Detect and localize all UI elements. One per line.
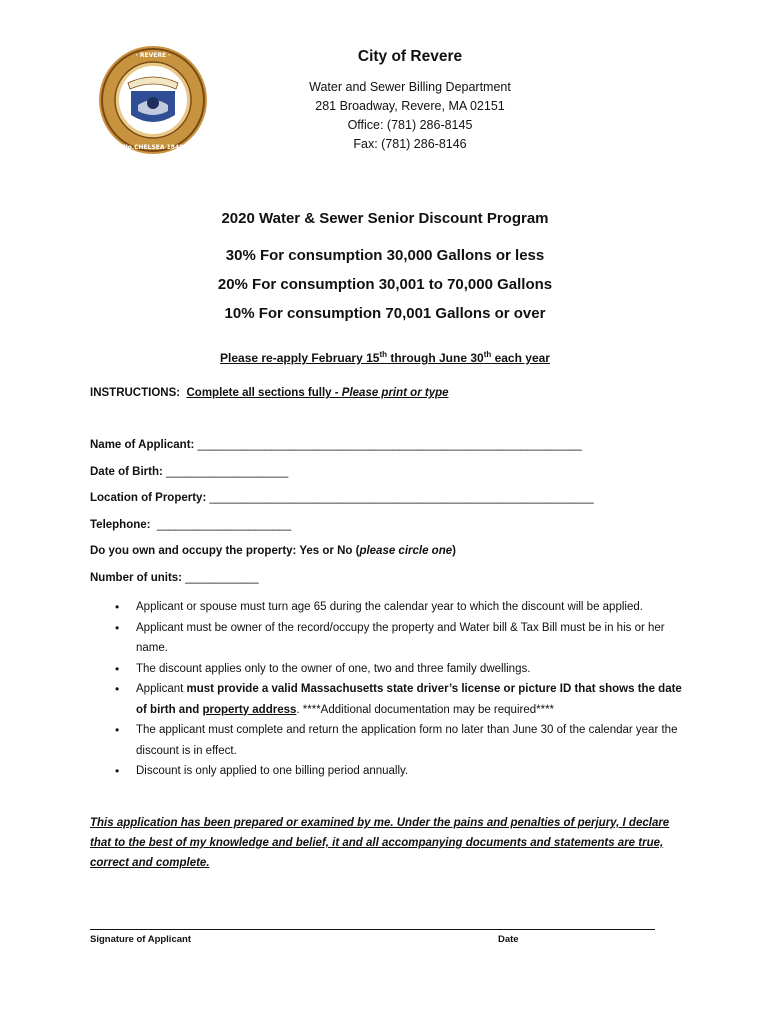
instructions-italic: Please print or type <box>341 387 449 399</box>
bullet-icon: • <box>115 661 120 676</box>
fax-line: Fax: (781) 286-8146 <box>353 137 467 151</box>
telephone-field[interactable] <box>90 517 690 544</box>
bullet-icon: • <box>115 620 120 635</box>
requirement-underlined-text: property address <box>202 703 297 716</box>
bullet-icon: • <box>115 764 120 778</box>
signature-line[interactable] <box>90 929 655 930</box>
requirement-text: Applicant <box>136 683 187 695</box>
instructions-text <box>186 387 448 399</box>
requirement-text: The discount applies only to the owner of one, two and three family dwellings. <box>136 662 531 675</box>
requirement-bold-text: must provide a valid Massachusetts state driver’s license or picture ID that shows the date of birth and <box>136 683 682 716</box>
instructions-label: INSTRUCTIONS: <box>90 387 181 399</box>
reapply-notice <box>0 350 770 365</box>
reapply-sup-2: th <box>483 350 492 359</box>
svg-text:· REVERE ·: · REVERE · <box>135 52 171 59</box>
letterhead <box>230 48 590 154</box>
instructions-plain: Complete all sections fully - <box>186 387 342 399</box>
city-name: City of Revere <box>357 48 463 65</box>
units-field[interactable] <box>90 570 690 597</box>
discount-tier-1: 30% For consumption 30,000 Gallons or less <box>225 247 545 264</box>
telephone-label: Telephone: <box>90 518 151 531</box>
reapply-sup-1: th <box>379 350 387 359</box>
program-section <box>0 210 770 328</box>
requirement-text: The applicant must complete and return the application form no later than June 30 of the calendar year the discount is in effect. <box>136 724 678 757</box>
date-label: Date <box>498 934 519 945</box>
svg-text:No.CHELSEA 1846: No.CHELSEA 1846 <box>122 144 184 151</box>
requirement-text: Applicant must be owner of the record/occupy the property and Water bill & Tax Bill must be in his or her name. <box>136 621 665 654</box>
bullet-icon: • <box>115 723 120 737</box>
perjury-declaration: This application has been prepared or examined by me. Under the pains and penalties of perjury, I declare that to the best of my knowledge and belief, it and all accompanying documents and statements are true, correct and complete. <box>90 817 670 869</box>
location-blank[interactable]: _______________________________________________________________ <box>209 492 594 504</box>
city-seal-logo <box>98 45 208 155</box>
bullet-icon: • <box>115 682 120 696</box>
location-label: Location of Property: <box>90 492 207 504</box>
own-occupy-close: ) <box>452 545 456 557</box>
applicant-fields <box>90 437 690 596</box>
program-title: 2020 Water & Sewer Senior Discount Program <box>221 210 549 227</box>
units-label: Number of units: <box>90 571 182 584</box>
own-occupy-label: Do you own and occupy the property: Yes or No ( <box>90 545 360 557</box>
telephone-blank[interactable]: ______________________ <box>156 518 291 531</box>
name-label: Name of Applicant: <box>90 439 195 451</box>
reapply-text-3: each year <box>491 351 550 365</box>
units-blank[interactable]: ____________ <box>185 571 259 584</box>
location-field[interactable] <box>90 490 690 517</box>
office-phone-line: Office: (781) 286-8145 <box>347 118 473 132</box>
list-item <box>90 597 690 618</box>
address-line: 281 Broadway, Revere, MA 02151 <box>315 99 505 113</box>
name-field[interactable] <box>90 437 690 464</box>
requirement-text: Discount is only applied to one billing period annually. <box>136 765 409 777</box>
list-item <box>90 720 690 761</box>
dob-blank[interactable]: ____________________ <box>166 465 288 478</box>
bullet-icon: • <box>115 600 120 614</box>
dob-field[interactable] <box>90 464 690 491</box>
eligibility-requirements <box>90 597 690 782</box>
signature-label: Signature of Applicant <box>90 934 191 945</box>
list-item <box>90 761 690 782</box>
list-item <box>90 659 690 680</box>
own-occupy-hint: please circle one <box>359 545 453 557</box>
requirement-text: . ****Additional documentation may be required**** <box>296 703 555 716</box>
requirement-text: Applicant or spouse must turn age 65 during the calendar year to which the discount will be applied. <box>136 601 643 613</box>
discount-tier-3: 10% For consumption 70,001 Gallons or over <box>224 305 546 322</box>
own-occupy-question[interactable] <box>90 543 690 570</box>
department-line: Water and Sewer Billing Department <box>309 80 511 94</box>
reapply-text-1: Please re-apply February 15 <box>220 351 380 365</box>
dob-label: Date of Birth: <box>90 465 163 478</box>
discount-tier-2: 20% For consumption 30,001 to 70,000 Gallons <box>217 276 553 293</box>
instructions-line <box>90 387 449 399</box>
list-item <box>90 618 690 659</box>
name-blank[interactable]: _______________________________________________________________ <box>197 439 582 451</box>
reapply-text-2: through June 30 <box>387 351 484 365</box>
list-item <box>90 679 690 720</box>
